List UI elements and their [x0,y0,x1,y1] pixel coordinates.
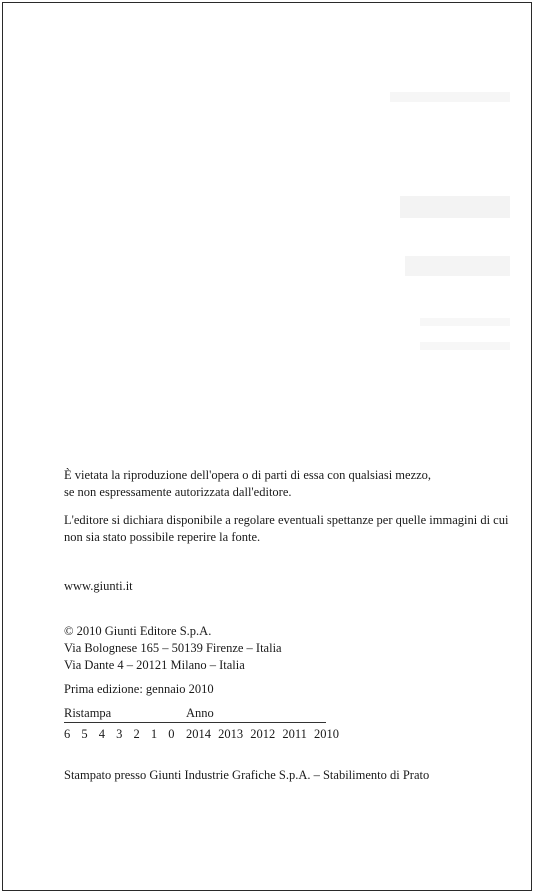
show-through-mark [405,256,510,276]
show-through-mark [420,342,510,350]
reprint-numbers: 6 5 4 3 2 1 0 [64,727,179,741]
copyright-block [64,623,282,674]
image-rights-line: non sia stato possibile reperire la fonte. [64,530,261,544]
edition-line: Prima edizione: gennaio 2010 [64,682,214,696]
image-rights-notice [64,512,508,546]
copyright-line: © 2010 Giunti Editore S.p.A. [64,624,212,638]
page-border [2,2,532,891]
rights-notice-line: se non espressamente autorizzata dall'editore. [64,485,292,499]
rights-notice [64,467,431,501]
address-line: Via Bolognese 165 – 50139 Firenze – Italia [64,641,282,655]
reprint-label: Ristampa [64,706,112,720]
publisher-website: www.giunti.it [64,579,133,593]
reprint-table-header [64,706,326,723]
image-rights-line: L'editore si dichiara disponibile a regolare eventuali spettanze per quelle immagini di cui [64,513,509,527]
show-through-mark [420,318,510,326]
rights-notice-line: È vietata la riproduzione dell'opera o di parti di essa con qualsiasi mezzo, [64,468,432,482]
address-line: Via Dante 4 – 20121 Milano – Italia [64,658,245,672]
show-through-mark [400,196,510,218]
reprint-years: 2014 2013 2012 2011 2010 [186,727,340,741]
printer-line: Stampato presso Giunti Industrie Grafiche S.p.A. – Stabilimento di Prato [64,768,430,782]
reprint-table-row [64,727,340,743]
show-through-mark [390,92,510,102]
year-label: Anno [186,706,214,720]
